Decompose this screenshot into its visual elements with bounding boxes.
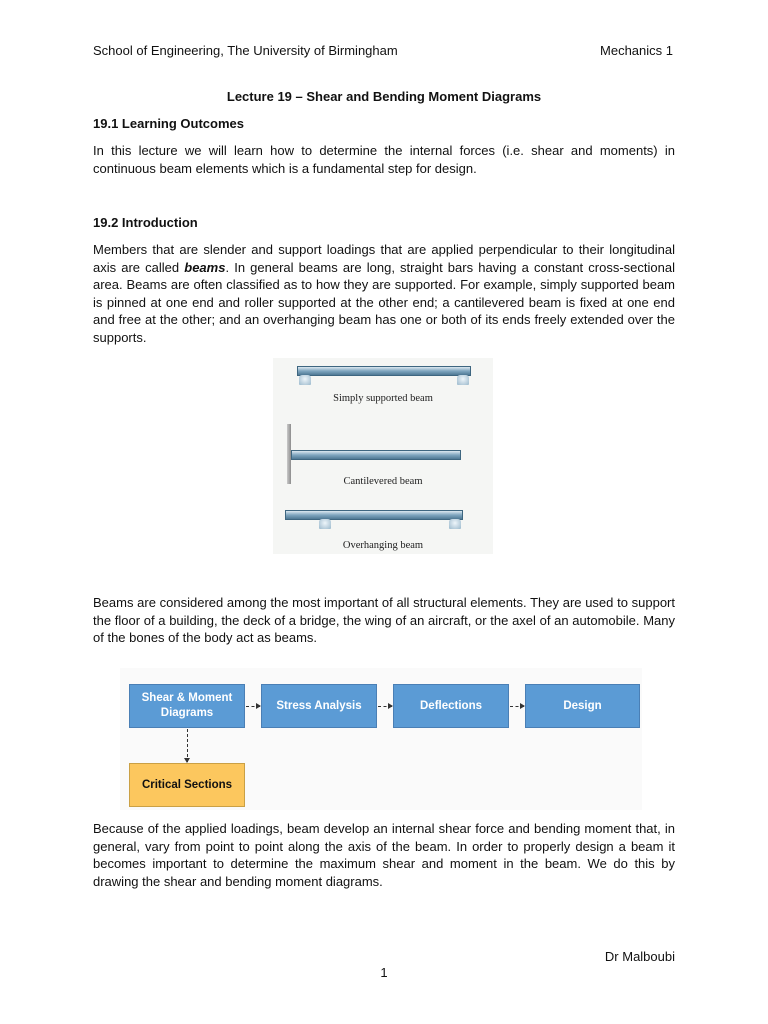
lecture-title: Lecture 19 – Shear and Bending Moment Diagrams bbox=[226, 89, 542, 104]
flow-box-stress-analysis: Stress Analysis bbox=[261, 684, 377, 728]
caption-cantilevered: Cantilevered beam bbox=[343, 476, 423, 487]
footer-author: Dr Malboubi bbox=[604, 949, 675, 964]
simply-supported-beam bbox=[297, 366, 471, 376]
header-institution: School of Engineering, The University of Birmingham bbox=[93, 43, 398, 58]
beam-types-figure bbox=[273, 358, 493, 554]
paragraph-beams-definition bbox=[93, 241, 675, 347]
paragraph-text: Members that are slender and support loadings that are applied perpendicular to their longitudinal axis are called bbox=[93, 242, 675, 275]
flow-box-critical-sections: Critical Sections bbox=[129, 763, 245, 807]
cantilevered-beam bbox=[291, 450, 461, 460]
paragraph-text: . In general beams are long, straight bars having a constant cross-sectional area. Beams are often classified as to how they are supported. For example, simply supported beam is pinned at one end and roller supported at the other end; a cantilevered beam is fixed at one end and free at the other; and an overhanging beam has one or both of its ends freely extended over the supports. bbox=[93, 259, 675, 345]
arrow-right-icon bbox=[510, 706, 524, 707]
arrow-right-icon bbox=[378, 706, 392, 707]
overhanging-beam bbox=[285, 510, 463, 520]
section-heading-introduction: 19.2 Introduction bbox=[93, 215, 198, 230]
paragraph-shear-moment-diagrams: Because of the applied loadings, beam develop an internal shear force and bending moment that, in general, vary from point to point along the axis of the beam. In order to properly design a beam it becomes important to determine the maximum shear and moment in the beam. We do this by drawing the shear and bending moment diagrams. bbox=[93, 821, 675, 889]
caption-overhanging: Overhanging beam bbox=[342, 540, 424, 551]
section-heading-learning-outcomes: 19.1 Learning Outcomes bbox=[93, 116, 244, 131]
roller-support-icon bbox=[457, 375, 469, 385]
flow-box-shear-moment: Shear & Moment Diagrams bbox=[129, 684, 245, 728]
header-course: Mechanics 1 bbox=[600, 43, 673, 58]
flow-box-design: Design bbox=[525, 684, 640, 728]
caption-simply-supported: Simply supported beam bbox=[333, 393, 433, 404]
paragraph-beam-importance: Beams are considered among the most important of all structural elements. They are used to support the floor of a building, the deck of a bridge, the wing of an aircraft, or the axel of an automobile. Many of the bones of the body act as beams. bbox=[93, 595, 675, 646]
design-flow-diagram bbox=[120, 668, 642, 810]
term-beams: beams bbox=[184, 259, 226, 275]
arrow-right-icon bbox=[246, 706, 260, 707]
paragraph-learning-outcomes: In this lecture we will learn how to determine the internal forces (i.e. shear and moments) in continuous beam elements which is a fundamental step for design. bbox=[93, 143, 675, 176]
flow-box-deflections: Deflections bbox=[393, 684, 509, 728]
page-number: 1 bbox=[380, 965, 388, 980]
roller-support-icon bbox=[449, 519, 461, 529]
pin-support-icon bbox=[299, 375, 311, 385]
pin-support-icon bbox=[319, 519, 331, 529]
arrow-down-icon bbox=[187, 729, 188, 762]
